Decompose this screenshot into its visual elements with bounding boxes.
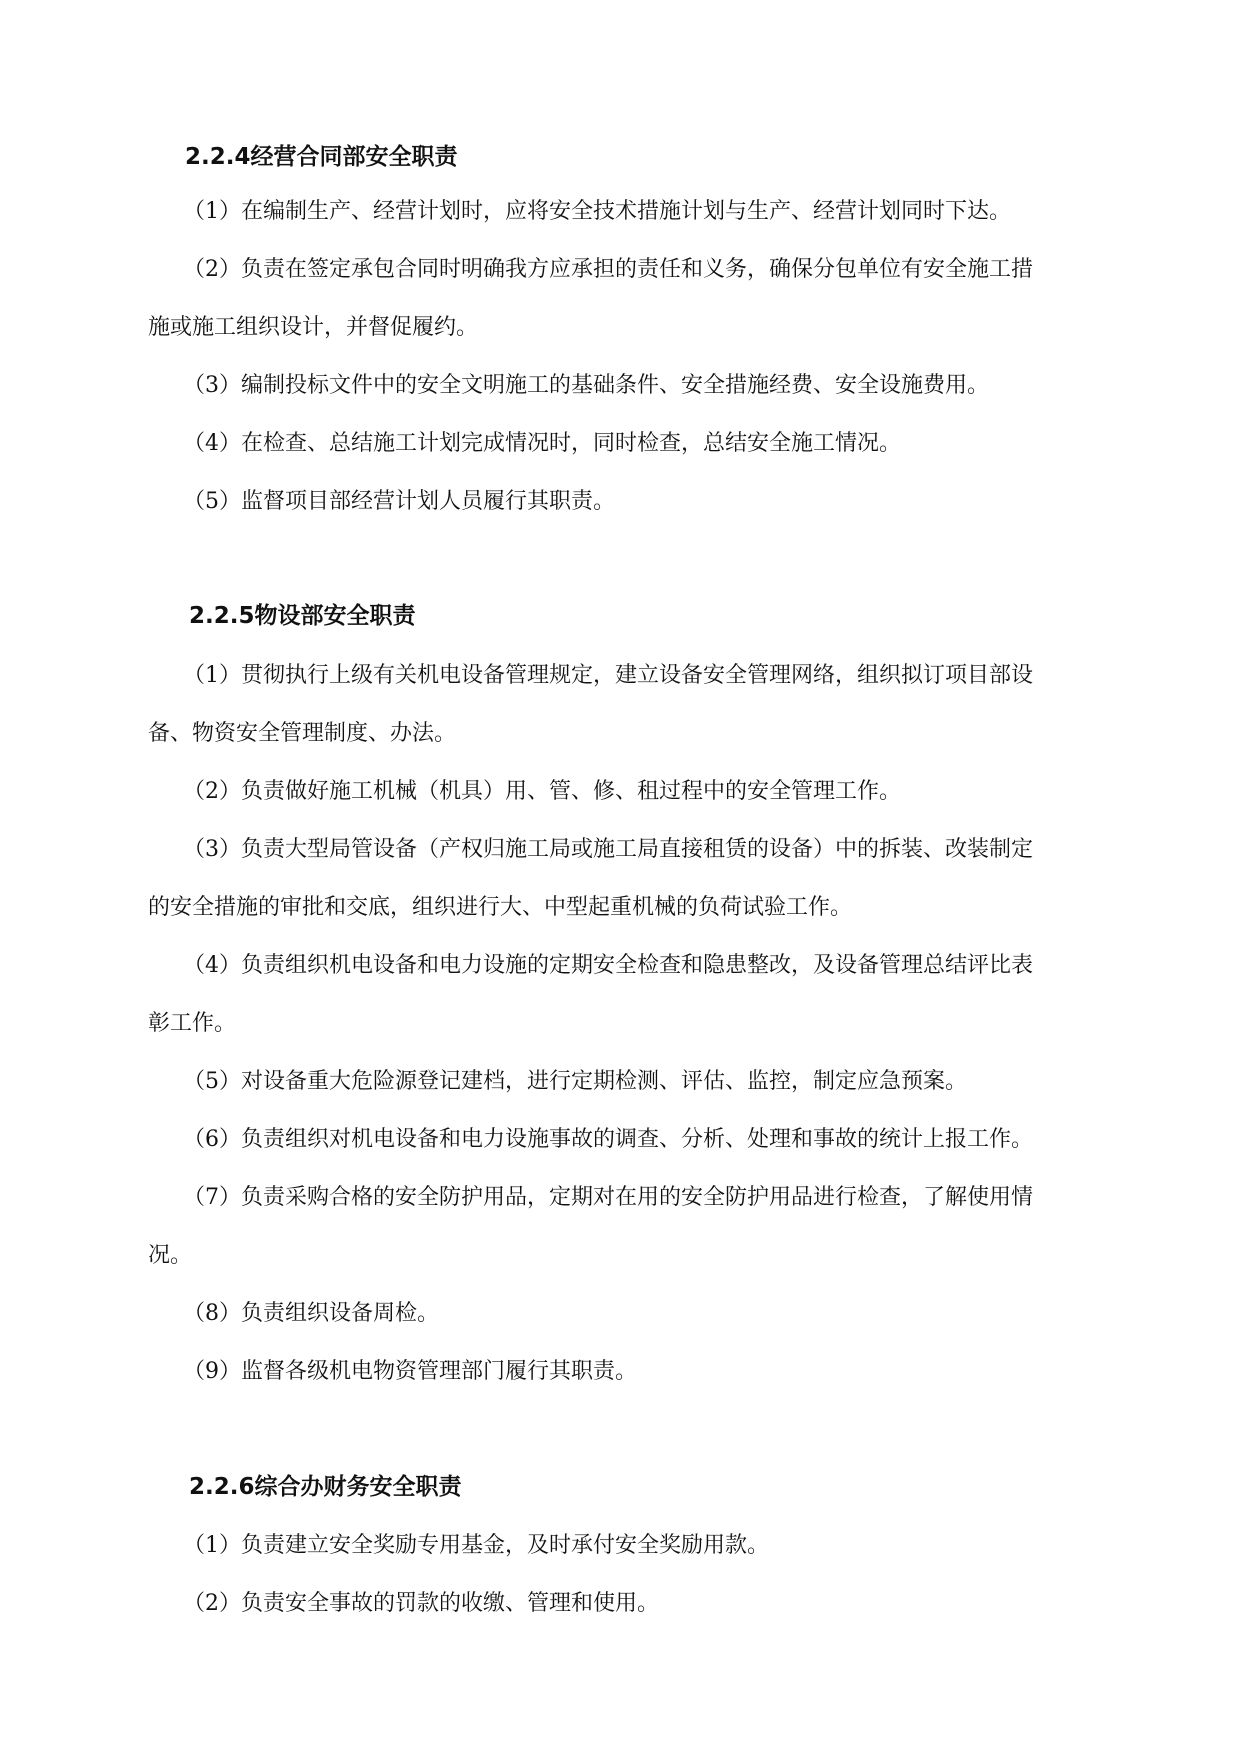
paragraph-line: （4）负责组织机电设备和电力设施的定期安全检查和隐患整改，及设备管理总结评比表 xyxy=(183,953,1033,978)
paragraph-line: （8）负责组织设备周检。 xyxy=(183,1301,439,1326)
paragraph-line: （5）监督项目部经营计划人员履行其职责。 xyxy=(183,489,615,514)
paragraph-line: 施或施工组织设计，并督促履约。 xyxy=(148,315,479,340)
paragraph-line: （1）负责建立安全奖励专用基金，及时承付安全奖励用款。 xyxy=(183,1533,769,1558)
paragraph-line: （4）在检查、总结施工计划完成情况时，同时检查，总结安全施工情况。 xyxy=(183,431,901,456)
paragraph-line: （3）负责大型局管设备（产权归施工局或施工局直接租赁的设备）中的拆装、改装制定 xyxy=(183,837,1033,862)
paragraph-line: 彰工作。 xyxy=(148,1011,237,1036)
section-heading-2-2-4: 2.2.4经营合同部安全职责 xyxy=(185,144,458,170)
paragraph-line: （5）对设备重大危险源登记建档，进行定期检测、评估、监控，制定应急预案。 xyxy=(183,1069,967,1094)
paragraph-line: （1）在编制生产、经营计划时，应将安全技术措施计划与生产、经营计划同时下达。 xyxy=(183,199,1011,224)
paragraph-line: 的安全措施的审批和交底，组织进行大、中型起重机械的负荷试验工作。 xyxy=(148,895,853,920)
paragraph-line: （9）监督各级机电物资管理部门履行其职责。 xyxy=(183,1359,637,1384)
paragraph-line: （1）贯彻执行上级有关机电设备管理规定，建立设备安全管理网络，组织拟订项目部设 xyxy=(183,663,1033,688)
paragraph-line: （2）负责在签定承包合同时明确我方应承担的责任和义务，确保分包单位有安全施工措 xyxy=(183,257,1033,282)
section-heading-2-2-5: 2.2.5物设部安全职责 xyxy=(189,603,416,629)
paragraph-line: （2）负责做好施工机械（机具）用、管、修、租过程中的安全管理工作。 xyxy=(183,779,901,804)
paragraph-line: （2）负责安全事故的罚款的收缴、管理和使用。 xyxy=(183,1591,659,1616)
paragraph-line: 况。 xyxy=(148,1243,193,1268)
paragraph-line: 备、物资安全管理制度、办法。 xyxy=(148,721,457,746)
paragraph-line: （3）编制投标文件中的安全文明施工的基础条件、安全措施经费、安全设施费用。 xyxy=(183,373,989,398)
paragraph-line: （6）负责组织对机电设备和电力设施事故的调查、分析、处理和事故的统计上报工作。 xyxy=(183,1127,1033,1152)
paragraph-line: （7）负责采购合格的安全防护用品，定期对在用的安全防护用品进行检查，了解使用情 xyxy=(183,1185,1033,1210)
section-heading-2-2-6: 2.2.6综合办财务安全职责 xyxy=(189,1474,462,1500)
